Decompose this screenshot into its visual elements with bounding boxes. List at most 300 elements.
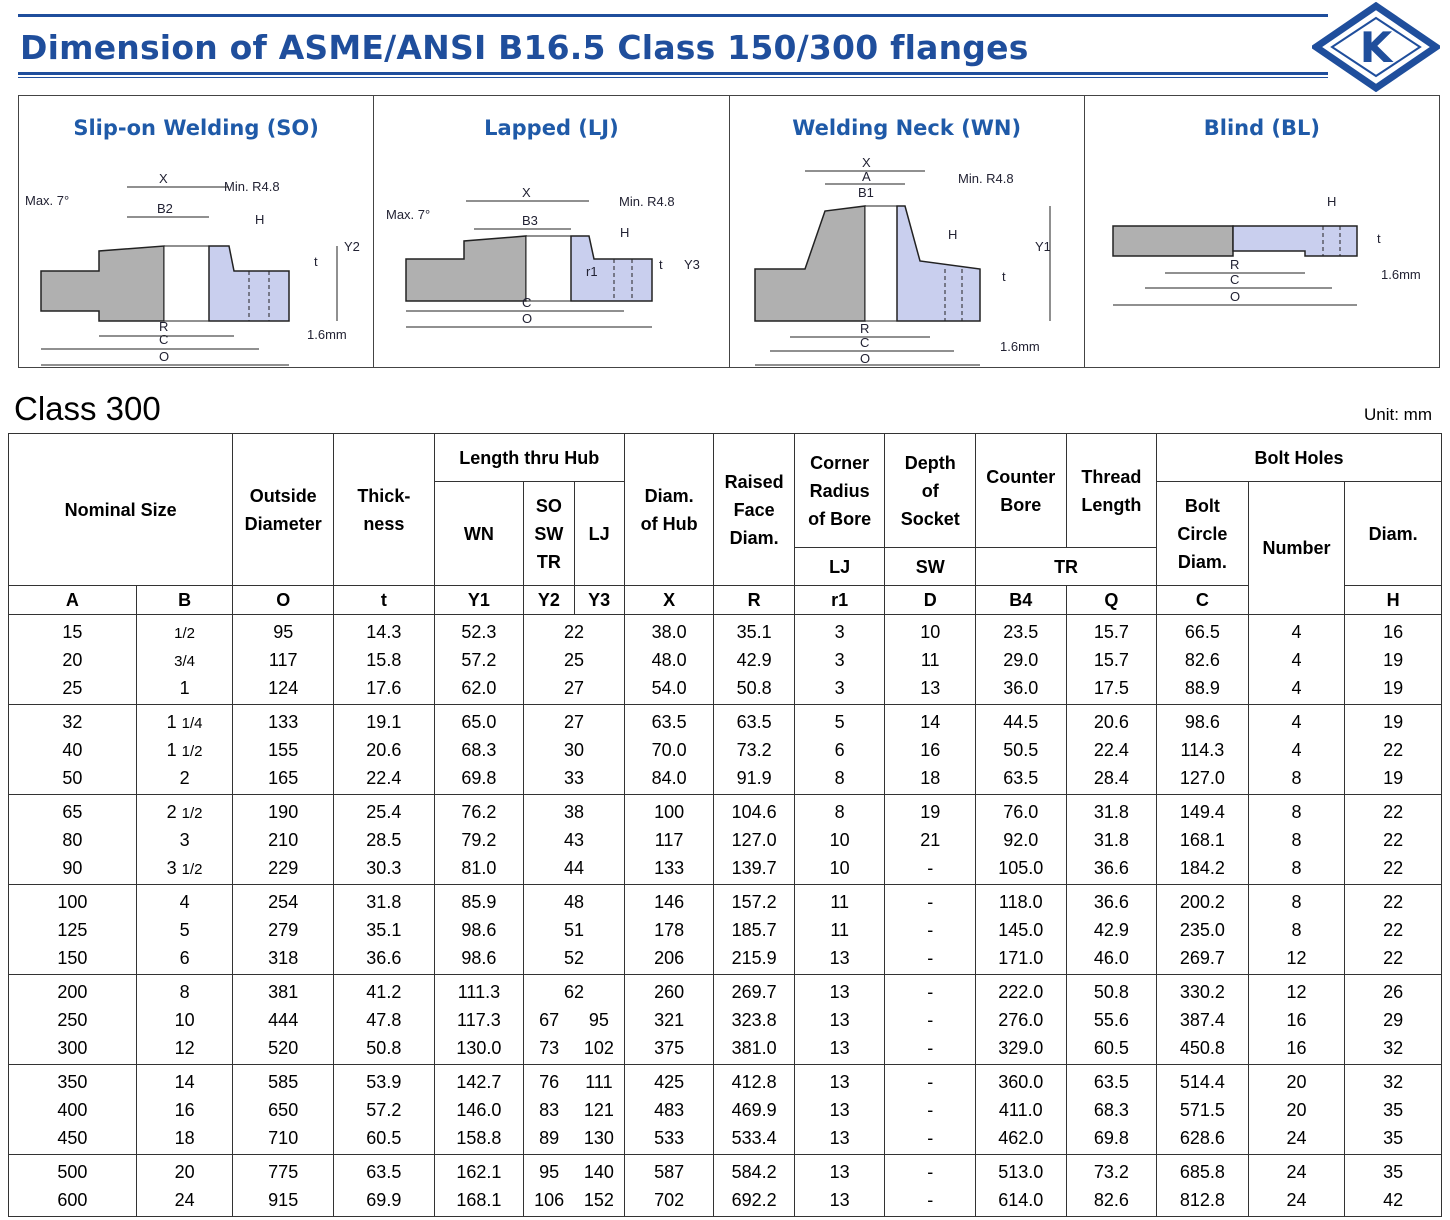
cell-y1: [434, 975, 524, 1065]
cell-value: 222.0: [998, 981, 1044, 1002]
header-outside-diameter: Outside Diameter: [233, 434, 334, 586]
label-c: C: [1229, 272, 1240, 287]
cell-t: [334, 615, 435, 705]
cell-value: 50.8: [1093, 981, 1129, 1002]
cell-value: 24: [1286, 1189, 1307, 1210]
cell-a: [9, 885, 137, 975]
table-row: [9, 975, 1442, 1065]
cell-value: 32: [1383, 1037, 1404, 1058]
cell-value: 514.4: [1179, 1071, 1225, 1092]
b-fraction: 1/2: [181, 860, 203, 878]
cell-d: [885, 615, 976, 705]
cell-value: 62.0: [461, 677, 497, 698]
label-c: C: [522, 295, 532, 310]
b-whole: 10: [174, 1009, 195, 1030]
cell-y2-y3: [524, 705, 625, 795]
table-row: [9, 795, 1442, 885]
cell-d: [885, 705, 976, 795]
header-lj: LJ: [574, 482, 624, 586]
cell-value: 229: [268, 857, 299, 878]
cell-value: 69.9: [366, 1189, 402, 1210]
y2-y3-merged: 51: [563, 919, 585, 940]
cell-value: 4: [1291, 649, 1302, 670]
cell-y23-value: [524, 888, 624, 916]
sym-c: C: [1157, 586, 1249, 615]
cell-x: [624, 885, 714, 975]
label-a: A: [861, 169, 871, 184]
cell-value: 35.1: [736, 621, 772, 642]
cell-value: 157.2: [731, 891, 777, 912]
cell-value: 330.2: [1179, 981, 1225, 1002]
cell-y1: [434, 1065, 524, 1155]
cell-value: 25.4: [366, 801, 402, 822]
table-row: [9, 1155, 1442, 1217]
cell-value: 318: [268, 947, 299, 968]
header-thickness: Thick- ness: [334, 434, 435, 586]
cell-value: 600: [57, 1189, 88, 1210]
cell-value: 31.8: [1093, 801, 1129, 822]
cell-value: 100: [57, 891, 88, 912]
cell-a: [9, 1065, 137, 1155]
b-fraction: 3/4: [174, 652, 196, 670]
cell-b-value: [137, 1006, 233, 1034]
cell-value: 16: [1383, 621, 1404, 642]
cell-value: 57.2: [366, 1099, 402, 1120]
cell-value: 15: [62, 621, 83, 642]
cell-c: [1157, 795, 1249, 885]
panel-slip-on: [19, 96, 374, 367]
y2-y3-merged: 30: [563, 739, 585, 760]
cell-value: 42.9: [736, 649, 772, 670]
cell-value: 10: [829, 829, 850, 850]
b-fraction: 1/2: [181, 742, 203, 760]
cell-value: 76.0: [1003, 801, 1039, 822]
cell-value: 155: [268, 739, 299, 760]
cell-y2-y3: [524, 1065, 625, 1155]
header-diam-of-hub: Diam. of Hub: [624, 434, 714, 586]
cell-b4: [976, 1155, 1067, 1217]
y2-y3-merged: 62: [563, 981, 585, 1002]
cell-value: 91.9: [736, 767, 772, 788]
cell-value: 68.3: [461, 739, 497, 760]
cell-t: [334, 795, 435, 885]
cell-value: 98.6: [461, 947, 497, 968]
header-sub-lj: LJ: [794, 548, 885, 586]
cell-value: 105.0: [998, 857, 1044, 878]
cell-r1: [794, 1155, 885, 1217]
cell-y2-y3: [524, 885, 625, 975]
cell-value: 614.0: [998, 1189, 1044, 1210]
cell-y2-y3: [524, 795, 625, 885]
y2-value: 106: [534, 1189, 565, 1210]
cell-value: 23.5: [1003, 621, 1039, 642]
cell-value: 82.6: [1184, 649, 1220, 670]
cell-c: [1157, 885, 1249, 975]
cell-b4: [976, 705, 1067, 795]
b-whole: 6: [179, 947, 190, 968]
cell-b4: [976, 975, 1067, 1065]
cell-value: 10: [829, 857, 850, 878]
cell-value: 30.3: [366, 857, 402, 878]
label-mm: 1.6mm: [999, 339, 1040, 354]
cell-value: -: [927, 1009, 934, 1030]
cell-value: 279: [268, 919, 299, 940]
y2-value: 67: [539, 1009, 560, 1030]
cell-value: 35: [1383, 1099, 1404, 1120]
cell-t: [334, 975, 435, 1065]
cell-a: [9, 1155, 137, 1217]
cell-value: 50.5: [1003, 739, 1039, 760]
cell-value: 17.5: [1093, 677, 1129, 698]
cell-value: 11: [830, 891, 849, 912]
cell-y1: [434, 1155, 524, 1217]
b-whole: 14: [174, 1071, 195, 1092]
label-o: O: [159, 349, 170, 364]
cell-value: 13: [829, 947, 850, 968]
cell-value: 16: [1286, 1037, 1307, 1058]
panel-welding-neck: [730, 96, 1085, 367]
y2-value: 95: [539, 1161, 560, 1182]
cell-b-value: [137, 708, 233, 736]
cell-c: [1157, 975, 1249, 1065]
cell-t: [334, 885, 435, 975]
cell-value: 32: [1383, 1071, 1404, 1092]
cell-value: 400: [57, 1099, 88, 1120]
cell-value: 111.3: [457, 981, 501, 1002]
cell-value: 3: [834, 677, 845, 698]
b-fraction: 1/4: [181, 714, 203, 732]
cell-d: [885, 885, 976, 975]
cell-value: 235.0: [1179, 919, 1225, 940]
cell-value: 81.0: [461, 857, 497, 878]
cell-value: 20.6: [1093, 711, 1129, 732]
y2-y3-merged: 48: [563, 891, 585, 912]
cell-n: [1248, 1155, 1345, 1217]
cell-value: 66.5: [1184, 621, 1220, 642]
cell-value: 149.4: [1179, 801, 1225, 822]
cell-value: 118.0: [998, 891, 1043, 912]
cell-value: 587: [654, 1161, 685, 1182]
cell-value: 16: [1286, 1009, 1307, 1030]
title-rule-bottom: [18, 72, 1328, 75]
b-whole: 2: [179, 767, 190, 788]
y3-value: 130: [583, 1127, 614, 1148]
header-corner-radius: Corner Radius of Bore: [794, 434, 885, 548]
cell-value: 50: [62, 767, 83, 788]
y2-y3-merged: 27: [563, 711, 585, 732]
cell-y2-y3: [524, 615, 625, 705]
cell-r: [714, 975, 795, 1065]
header-length-thru-hub: Length thru Hub: [434, 434, 624, 482]
table-row: [9, 705, 1442, 795]
cell-a: [9, 795, 137, 885]
b-fraction: 1/2: [174, 624, 196, 642]
cell-h: [1345, 615, 1442, 705]
cell-t: [334, 705, 435, 795]
cell-value: 500: [57, 1161, 88, 1182]
cell-value: -: [927, 891, 934, 912]
cell-value: 520: [268, 1037, 299, 1058]
y3-value: 95: [588, 1009, 609, 1030]
cell-y23-value: [524, 736, 624, 764]
label-x: X: [861, 155, 871, 170]
cell-value: 84.0: [651, 767, 687, 788]
cell-value: 85.9: [461, 891, 497, 912]
cell-value: 60.5: [366, 1127, 402, 1148]
y3-value: 121: [583, 1099, 614, 1120]
y2-y3-merged: 38: [563, 801, 585, 822]
cell-b-value: [137, 618, 233, 646]
label-r: R: [159, 319, 169, 334]
cell-h: [1345, 1155, 1442, 1217]
cell-value: 8: [834, 767, 845, 788]
cell-value: 8: [1291, 919, 1302, 940]
cell-value: 300: [57, 1037, 88, 1058]
cell-o: [233, 795, 334, 885]
cell-r: [714, 795, 795, 885]
cell-value: 73.2: [736, 739, 772, 760]
cell-value: 13: [920, 677, 941, 698]
y2-y3-merged: 25: [563, 649, 585, 670]
b-whole: 18: [174, 1127, 195, 1148]
cell-x: [624, 975, 714, 1065]
cell-b-value: [137, 646, 233, 674]
cell-b-value: [137, 674, 233, 702]
header-sub-tr: TR: [976, 548, 1157, 586]
cell-r: [714, 705, 795, 795]
header-so-sw-tr: SO SW TR: [524, 482, 574, 586]
cell-c: [1157, 705, 1249, 795]
cell-value: 35: [1383, 1127, 1404, 1148]
header-nominal-size: Nominal Size: [9, 434, 233, 586]
cell-n: [1248, 975, 1345, 1065]
table-row: [9, 615, 1442, 705]
label-t: t: [1376, 231, 1381, 246]
cell-value: 22: [1383, 739, 1404, 760]
cell-h: [1345, 975, 1442, 1065]
cell-value: 14: [920, 711, 941, 732]
cell-value: 14.3: [366, 621, 402, 642]
cell-value: 462.0: [998, 1127, 1044, 1148]
cell-value: 65.0: [461, 711, 497, 732]
label-r: R: [859, 321, 869, 336]
cell-value: 11: [920, 649, 940, 670]
cell-value: 381: [268, 981, 299, 1002]
sym-x: X: [624, 586, 714, 615]
cell-b4: [976, 885, 1067, 975]
cell-value: 20: [1286, 1099, 1307, 1120]
cell-value: 35.1: [366, 919, 402, 940]
sym-o: O: [233, 586, 334, 615]
cell-y23-value: [524, 764, 624, 792]
cell-value: 692.2: [731, 1189, 777, 1210]
label-b: B1: [857, 185, 874, 200]
blind-drawing: [1085, 151, 1439, 366]
cell-value: 13: [829, 1037, 850, 1058]
cell-value: 48.0: [651, 649, 687, 670]
cell-o: [233, 975, 334, 1065]
cell-value: 425: [654, 1071, 685, 1092]
cell-o: [233, 885, 334, 975]
cell-value: 146.0: [456, 1099, 502, 1120]
cell-b: [136, 1065, 233, 1155]
label-b: B3: [522, 213, 539, 228]
cell-value: 20: [1286, 1071, 1307, 1092]
header-counter-bore: Counter Bore: [976, 434, 1067, 548]
cell-y1: [434, 795, 524, 885]
cell-value: 36.0: [1003, 677, 1039, 698]
cell-r1: [794, 885, 885, 975]
cell-value: 82.6: [1093, 1189, 1129, 1210]
cell-o: [233, 1065, 334, 1155]
panel-title-blind: Blind (BL): [1203, 116, 1321, 140]
cell-value: 15.7: [1093, 649, 1129, 670]
cell-q: [1066, 885, 1157, 975]
cell-value: 55.6: [1093, 1009, 1129, 1030]
cell-value: 685.8: [1179, 1161, 1225, 1182]
cell-value: 4: [1291, 677, 1302, 698]
cell-y23-value: [524, 1186, 624, 1214]
y2-y3-merged: 52: [563, 947, 585, 968]
cell-value: 31.8: [1093, 829, 1129, 850]
b-whole: 4: [179, 891, 190, 912]
label-min-r: Min. R4.8: [224, 179, 280, 194]
cell-value: 19: [1383, 677, 1404, 698]
sym-y1: Y1: [434, 586, 524, 615]
cell-y23-value: [524, 674, 624, 702]
label-c: C: [159, 332, 169, 347]
cell-value: 63.5: [736, 711, 772, 732]
cell-value: 584.2: [731, 1161, 777, 1182]
cell-y23-value: [524, 646, 624, 674]
cell-value: 3: [834, 649, 845, 670]
cell-value: 22.4: [366, 767, 402, 788]
cell-value: 19.1: [366, 711, 402, 732]
cell-value: 20.6: [366, 739, 402, 760]
cell-value: 200: [57, 981, 88, 1002]
cell-b: [136, 615, 233, 705]
page-header: [18, 8, 1330, 88]
cell-c: [1157, 1155, 1249, 1217]
label-o: O: [1229, 289, 1240, 304]
label-x: X: [522, 185, 531, 200]
cell-value: -: [927, 1161, 934, 1182]
cell-value: 57.2: [461, 649, 497, 670]
cell-y2-y3: [524, 1155, 625, 1217]
cell-value: 130.0: [456, 1037, 502, 1058]
cell-value: 146: [654, 891, 685, 912]
sym-h: H: [1345, 586, 1442, 615]
cell-value: 254: [268, 891, 299, 912]
header-bolt-holes: Bolt Holes: [1157, 434, 1442, 482]
panel-title-slip-on: Slip-on Welding (SO): [73, 116, 319, 140]
cell-value: 36.6: [366, 947, 402, 968]
cell-value: -: [927, 1037, 934, 1058]
cell-value: 69.8: [461, 767, 497, 788]
panel-title-welding-neck: Welding Neck (WN): [792, 116, 1022, 140]
b-whole: 16: [174, 1099, 195, 1120]
cell-value: 13: [829, 1161, 850, 1182]
cell-value: 8: [834, 801, 845, 822]
cell-value: 571.5: [1179, 1099, 1225, 1120]
cell-value: 29: [1383, 1009, 1404, 1030]
unit-label: Unit: mm: [1364, 405, 1432, 424]
cell-value: 260: [654, 981, 685, 1002]
cell-value: 145.0: [998, 919, 1044, 940]
cell-value: 22: [1383, 801, 1404, 822]
label-y: Y1: [1034, 239, 1051, 254]
company-logo: [1312, 2, 1440, 92]
cell-value: 47.8: [366, 1009, 402, 1030]
cell-value: 8: [1291, 857, 1302, 878]
sym-q: Q: [1066, 586, 1157, 615]
label-t: t: [659, 257, 663, 272]
label-t: t: [1001, 269, 1006, 284]
label-h: H: [1326, 194, 1337, 209]
sym-r: R: [714, 586, 795, 615]
cell-value: 69.8: [1093, 1127, 1129, 1148]
label-y: Y3: [684, 257, 701, 272]
header-depth-of-socket: Depth of Socket: [885, 434, 976, 548]
cell-value: 125: [57, 919, 88, 940]
cell-n: [1248, 705, 1345, 795]
cell-y23-value: [524, 1006, 624, 1034]
cell-value: 36.6: [1093, 891, 1129, 912]
label-c: C: [859, 335, 869, 350]
cell-value: 184.2: [1179, 857, 1225, 878]
cell-b: [136, 885, 233, 975]
b-whole: 3: [179, 829, 190, 850]
cell-q: [1066, 1065, 1157, 1155]
cell-value: -: [927, 1099, 934, 1120]
panel-title-lapped: Lapped (LJ): [484, 116, 619, 140]
label-y: Y2: [344, 239, 360, 254]
cell-value: 4: [1291, 621, 1302, 642]
cell-h: [1345, 795, 1442, 885]
cell-value: 513.0: [998, 1161, 1044, 1182]
cell-o: [233, 705, 334, 795]
cell-value: 79.2: [461, 829, 497, 850]
cell-value: -: [927, 1071, 934, 1092]
cell-d: [885, 1065, 976, 1155]
cell-value: 26: [1383, 981, 1404, 1002]
label-h: H: [255, 212, 265, 227]
cell-y2-y3: [524, 975, 625, 1065]
cell-value: 329.0: [998, 1037, 1044, 1058]
cell-value: 133: [268, 711, 299, 732]
panel-lapped: [374, 96, 729, 367]
cell-value: 139.7: [731, 857, 777, 878]
cell-q: [1066, 705, 1157, 795]
cell-value: 24: [1286, 1127, 1307, 1148]
label-h: H: [947, 227, 957, 242]
cell-y23-value: [524, 1096, 624, 1124]
cell-t: [334, 1065, 435, 1155]
cell-d: [885, 1155, 976, 1217]
y2-value: 76: [539, 1071, 560, 1092]
cell-r1: [794, 975, 885, 1065]
cell-value: 11: [830, 919, 849, 940]
cell-value: 250: [57, 1009, 88, 1030]
label-x: X: [159, 171, 168, 186]
label-min-r: Min. R4.8: [957, 171, 1014, 186]
cell-r1: [794, 1065, 885, 1155]
label-min-r: Min. R4.8: [619, 194, 675, 209]
cell-b-value: [137, 854, 233, 882]
cell-value: 469.9: [731, 1099, 777, 1120]
cell-value: 360.0: [998, 1071, 1044, 1092]
b-whole: 20: [174, 1161, 195, 1182]
